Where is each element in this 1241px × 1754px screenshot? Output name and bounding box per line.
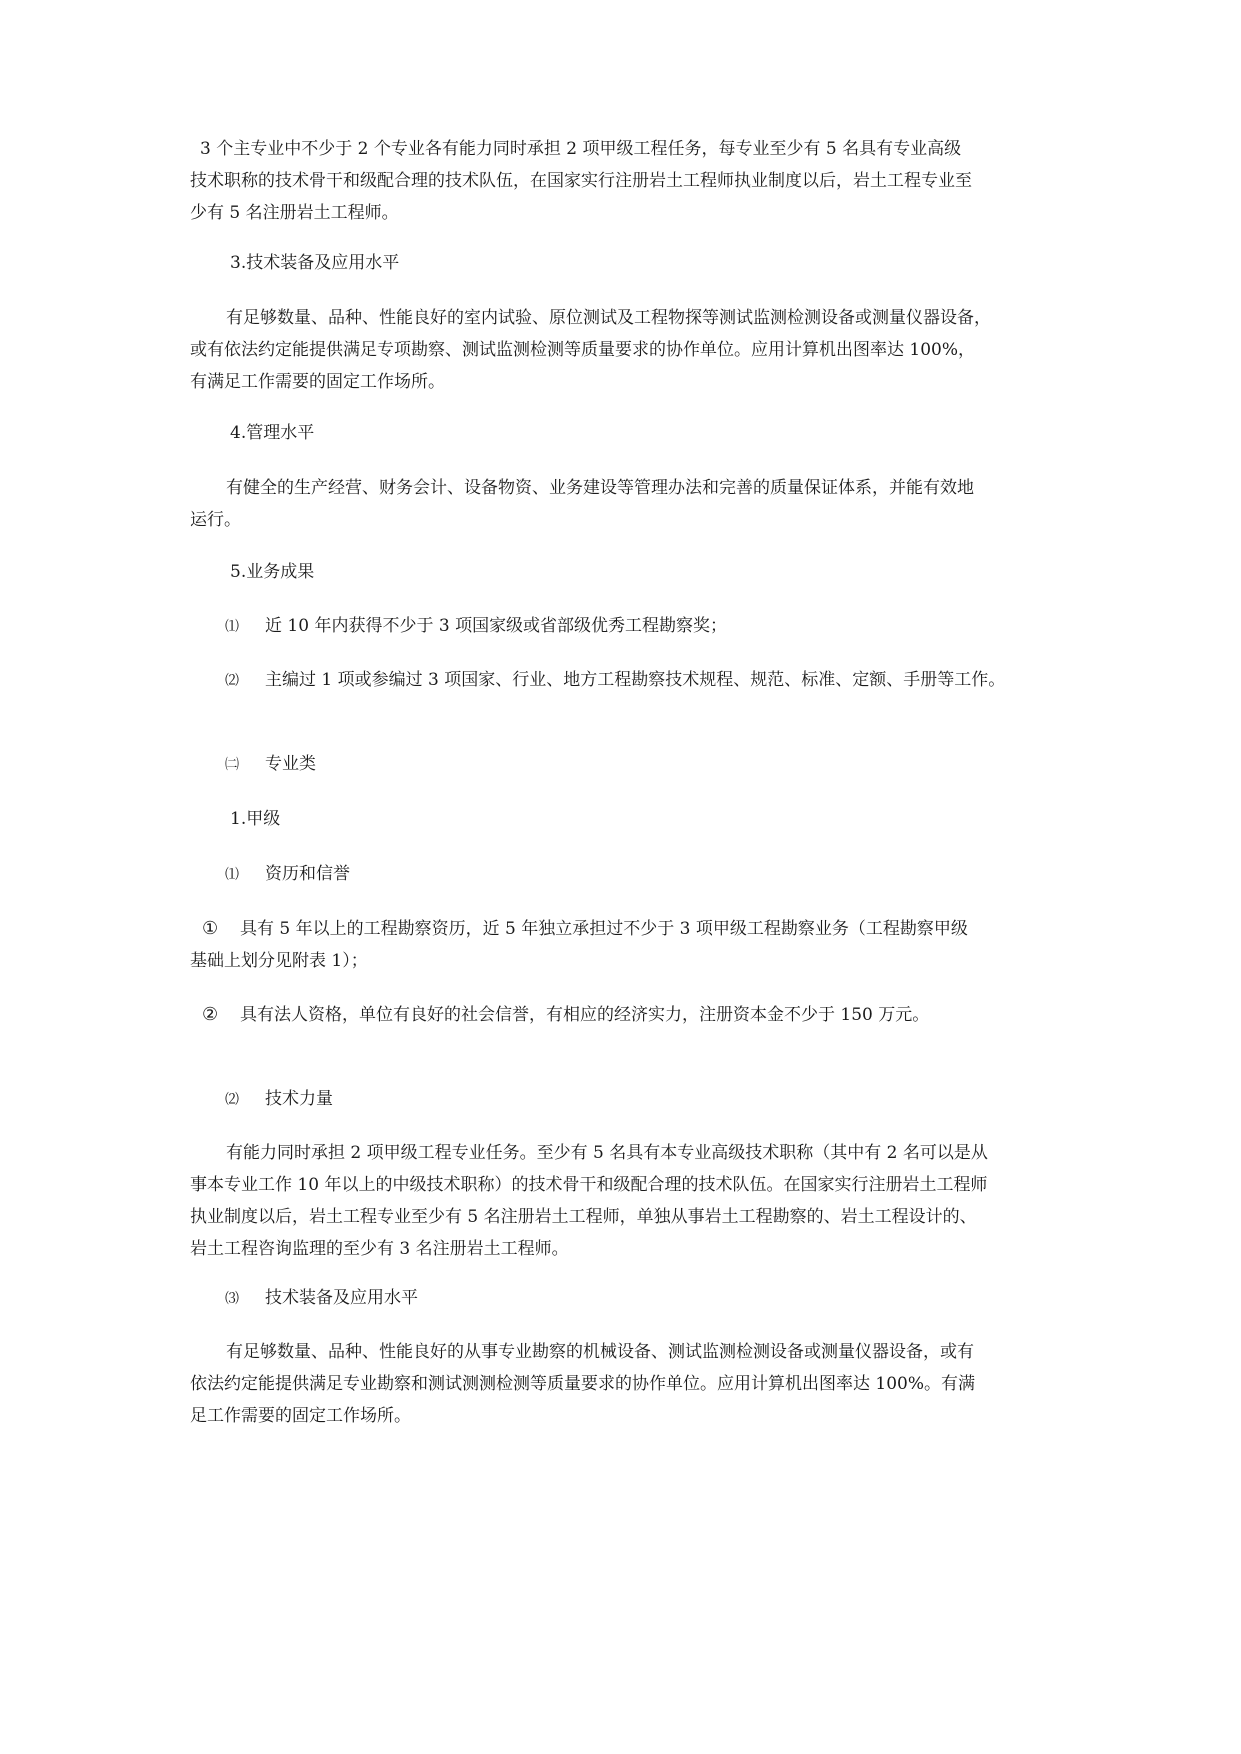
text-line: 有足够数量、品种、性能良好的从事专业勘察的机械设备、测试监测检测设备或测量仪器设备，或有 [226, 1342, 974, 1362]
text-line [190, 999, 1070, 1031]
paragraph-management [190, 472, 1070, 536]
text-line: 或有依法约定能提供满足专项勘察、测试监测检测等质量要求的协作单位。应用计算机出图率达 100%， [190, 340, 976, 360]
text-line [190, 913, 1070, 945]
item-number: ⑵ [225, 1092, 239, 1108]
paragraph-equipment-specialty [190, 1336, 1070, 1432]
paragraph-technical-staff-comprehensive [190, 133, 1070, 229]
text-line: 有能力同时承担 2 项甲级工程专业任务。至少有 5 名具有本专业高级技术职称（其中有 2 名可以是从 [226, 1143, 988, 1163]
item-number: ⑵ [225, 673, 239, 689]
paragraph-technical-strength [190, 1137, 1070, 1265]
text-line: 少有 5 名注册岩土工程师。 [190, 203, 399, 223]
list-item-result-1 [225, 610, 1105, 643]
text-line: 运行。 [190, 510, 241, 530]
section-heading-specialty [225, 748, 1105, 781]
list-item-circled-2 [190, 999, 1070, 1031]
text-line: 岩土工程咨询监理的至少有 3 名注册岩土工程师。 [190, 1239, 569, 1259]
paragraph-equipment [190, 302, 1070, 398]
item-number: ② [202, 1004, 219, 1025]
list-item-circled-1 [190, 913, 1070, 977]
list-item-result-2 [225, 664, 1125, 697]
text-line: 基础上划分见附表 1）； [190, 951, 368, 971]
item-text: 资历和信誉 [265, 864, 350, 884]
list-item-qualification [225, 858, 1105, 891]
text-line: 事本专业工作 10 年以上的中级技术职称）的技术骨干和级配合理的技术队伍。在国家实行注册岩土工程师 [190, 1175, 988, 1195]
item-text: 近 10 年内获得不少于 3 项国家级或省部级优秀工程勘察奖； [265, 616, 728, 636]
text-line: 有足够数量、品种、性能良好的室内试验、原位测试及工程物探等测试监测检测设备或测量仪器设备， [226, 308, 991, 328]
text-line: 3 个主专业中不少于 2 个专业各有能力同时承担 2 项甲级工程任务，每专业至少有 5 名具有专业高级 [200, 139, 962, 159]
item-text: 具有法人资格，单位有良好的社会信誉，有相应的经济实力，注册资本金不少于 150 万元。 [240, 1005, 930, 1025]
item-text: 技术力量 [265, 1089, 333, 1109]
item-number: ① [202, 918, 219, 939]
text-line: 足工作需要的固定工作场所。 [190, 1406, 411, 1426]
text-line: 执业制度以后，岩土工程专业至少有 5 名注册岩土工程师，单独从事岩土工程勘察的、岩土工程设计的、 [190, 1207, 977, 1227]
heading-management-level: 4.管理水平 [230, 423, 315, 443]
item-text: 主编过 1 项或参编过 3 项国家、行业、地方工程勘察技术规程、规范、标准、定额、手册等工作。 [265, 670, 1006, 690]
heading-business-results: 5.业务成果 [230, 562, 315, 582]
item-number: ⑶ [225, 1291, 239, 1307]
item-number: ⑴ [225, 619, 239, 635]
heading-equipment-level: 3.技术装备及应用水平 [230, 253, 400, 273]
item-number: ⑴ [225, 867, 239, 883]
list-item-equipment-level [225, 1282, 1105, 1315]
item-text: 具有 5 年以上的工程勘察资历，近 5 年独立承担过不少于 3 项甲级工程勘察业务（工程勘察甲级 [240, 919, 968, 939]
text-line: 有健全的生产经营、财务会计、设备物资、业务建设等管理办法和完善的质量保证体系，并能有效地 [226, 478, 974, 498]
list-item-technical-strength [225, 1083, 1105, 1116]
item-number: ㈡ [225, 757, 239, 773]
heading-grade-a: 1.甲级 [230, 809, 281, 829]
text-line: 依法约定能提供满足专业勘察和测试测测检测等质量要求的协作单位。应用计算机出图率达 100%。有满 [190, 1374, 976, 1394]
text-line: 技术职称的技术骨干和级配合理的技术队伍，在国家实行注册岩土工程师执业制度以后，岩土工程专业至 [190, 171, 972, 191]
text-line: 有满足工作需要的固定工作场所。 [190, 372, 445, 392]
item-text: 技术装备及应用水平 [265, 1288, 418, 1308]
item-text: 专业类 [265, 754, 316, 774]
